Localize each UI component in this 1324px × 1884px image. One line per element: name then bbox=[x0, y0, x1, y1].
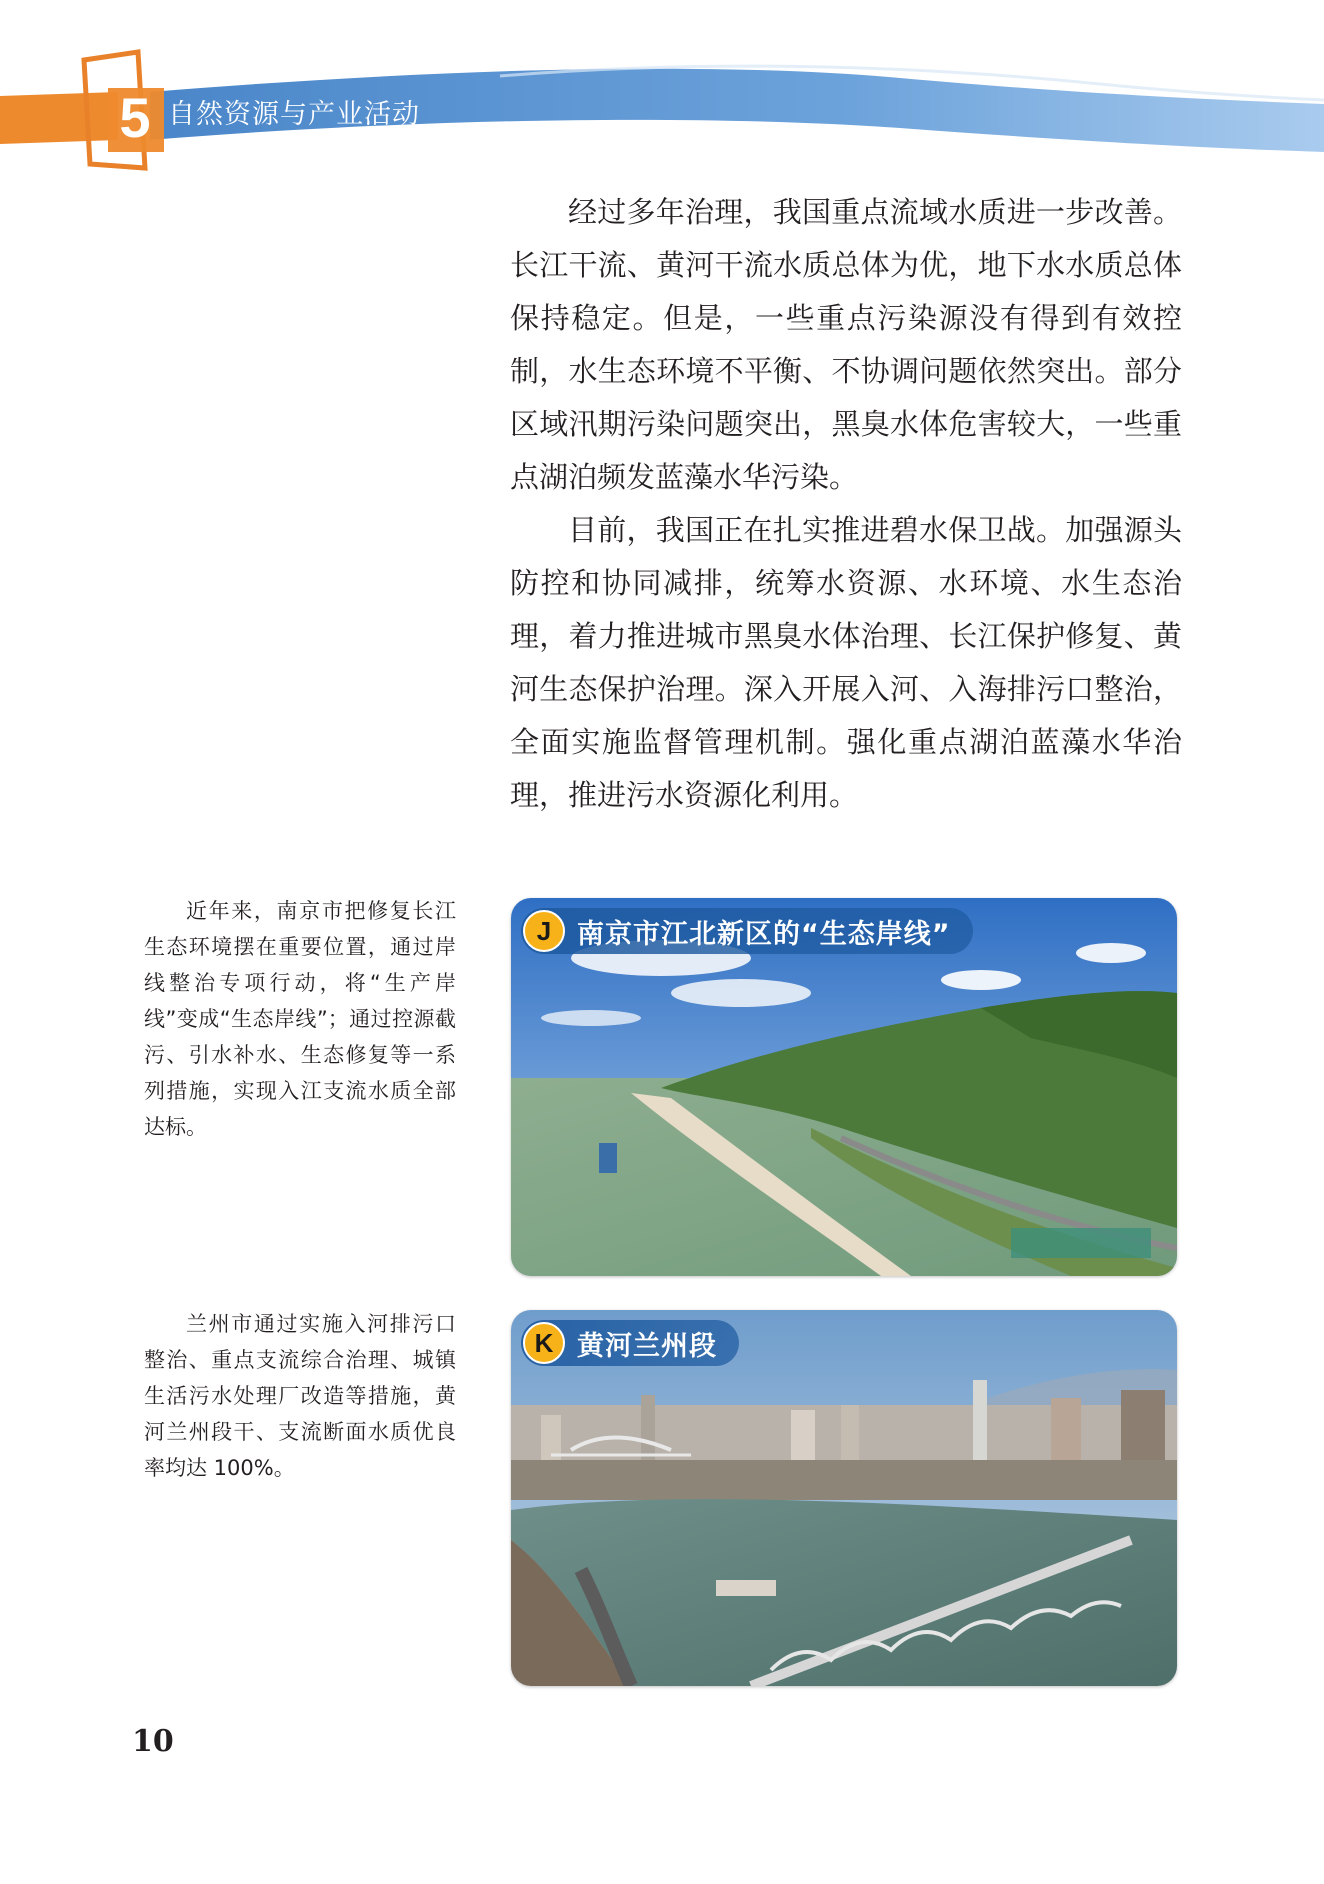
header-band-graphic bbox=[0, 0, 1324, 180]
paragraph: 目前，我国正在扎实推进碧水保卫战。加强源头防控和协同减排，统筹水资源、水环境、水生态治理，着力推进城市黑臭水体治理、长江保护修复、黄河生态保护治理。深入开展入河、入海排污口整治，全面实施监督管理机制。强化重点湖泊蓝藻水华治理，推进污水资源化利用。 bbox=[510, 513, 1182, 812]
figure-k-label bbox=[521, 1320, 739, 1366]
figure-letter-badge: K bbox=[523, 1322, 565, 1364]
riverside-landscape-image bbox=[511, 898, 1177, 1276]
chapter-number: 5 bbox=[119, 86, 151, 149]
page-number: 10 bbox=[132, 1724, 174, 1759]
figure-j-title: 南京市江北新区的“生态岸线” bbox=[577, 918, 951, 950]
figure-j-label bbox=[521, 908, 973, 954]
chapter-title: 自然资源与产业活动 bbox=[168, 99, 420, 130]
figure-k-photo bbox=[511, 1310, 1177, 1686]
paragraph: 经过多年治理，我国重点流域水质进一步改善。长江干流、黄河干流水质总体为优，地下水水质总体保持稳定。但是，一些重点污染源没有得到有效控制，水生态环境不平衡、不协调问题依然突出。部分区域汛期污染问题突出，黑臭水体危害较大，一些重点湖泊频发蓝藻水华污染。 bbox=[510, 195, 1182, 494]
figure-j-photo bbox=[511, 898, 1177, 1276]
figure-k-caption: 兰州市通过实施入河排污口整治、重点支流综合治理、城镇生活污水处理厂改造等措施，黄河兰州段干、支流断面水质优良率均达 100%。 bbox=[144, 1312, 456, 1480]
figure-letter-badge: J bbox=[523, 910, 565, 952]
main-text bbox=[510, 186, 1182, 822]
chapter-header bbox=[0, 0, 1324, 180]
figure-j-caption: 近年来，南京市把修复长江生态环境摆在重要位置，通过岸线整治专项行动，将“生产岸线”变成“生态岸线”；通过控源截污、引水补水、生态修复等一系列措施，实现入江支流水质全部达标。 bbox=[144, 899, 456, 1139]
figure-k-title: 黄河兰州段 bbox=[577, 1330, 717, 1362]
city-river-bridge-image bbox=[511, 1310, 1177, 1686]
